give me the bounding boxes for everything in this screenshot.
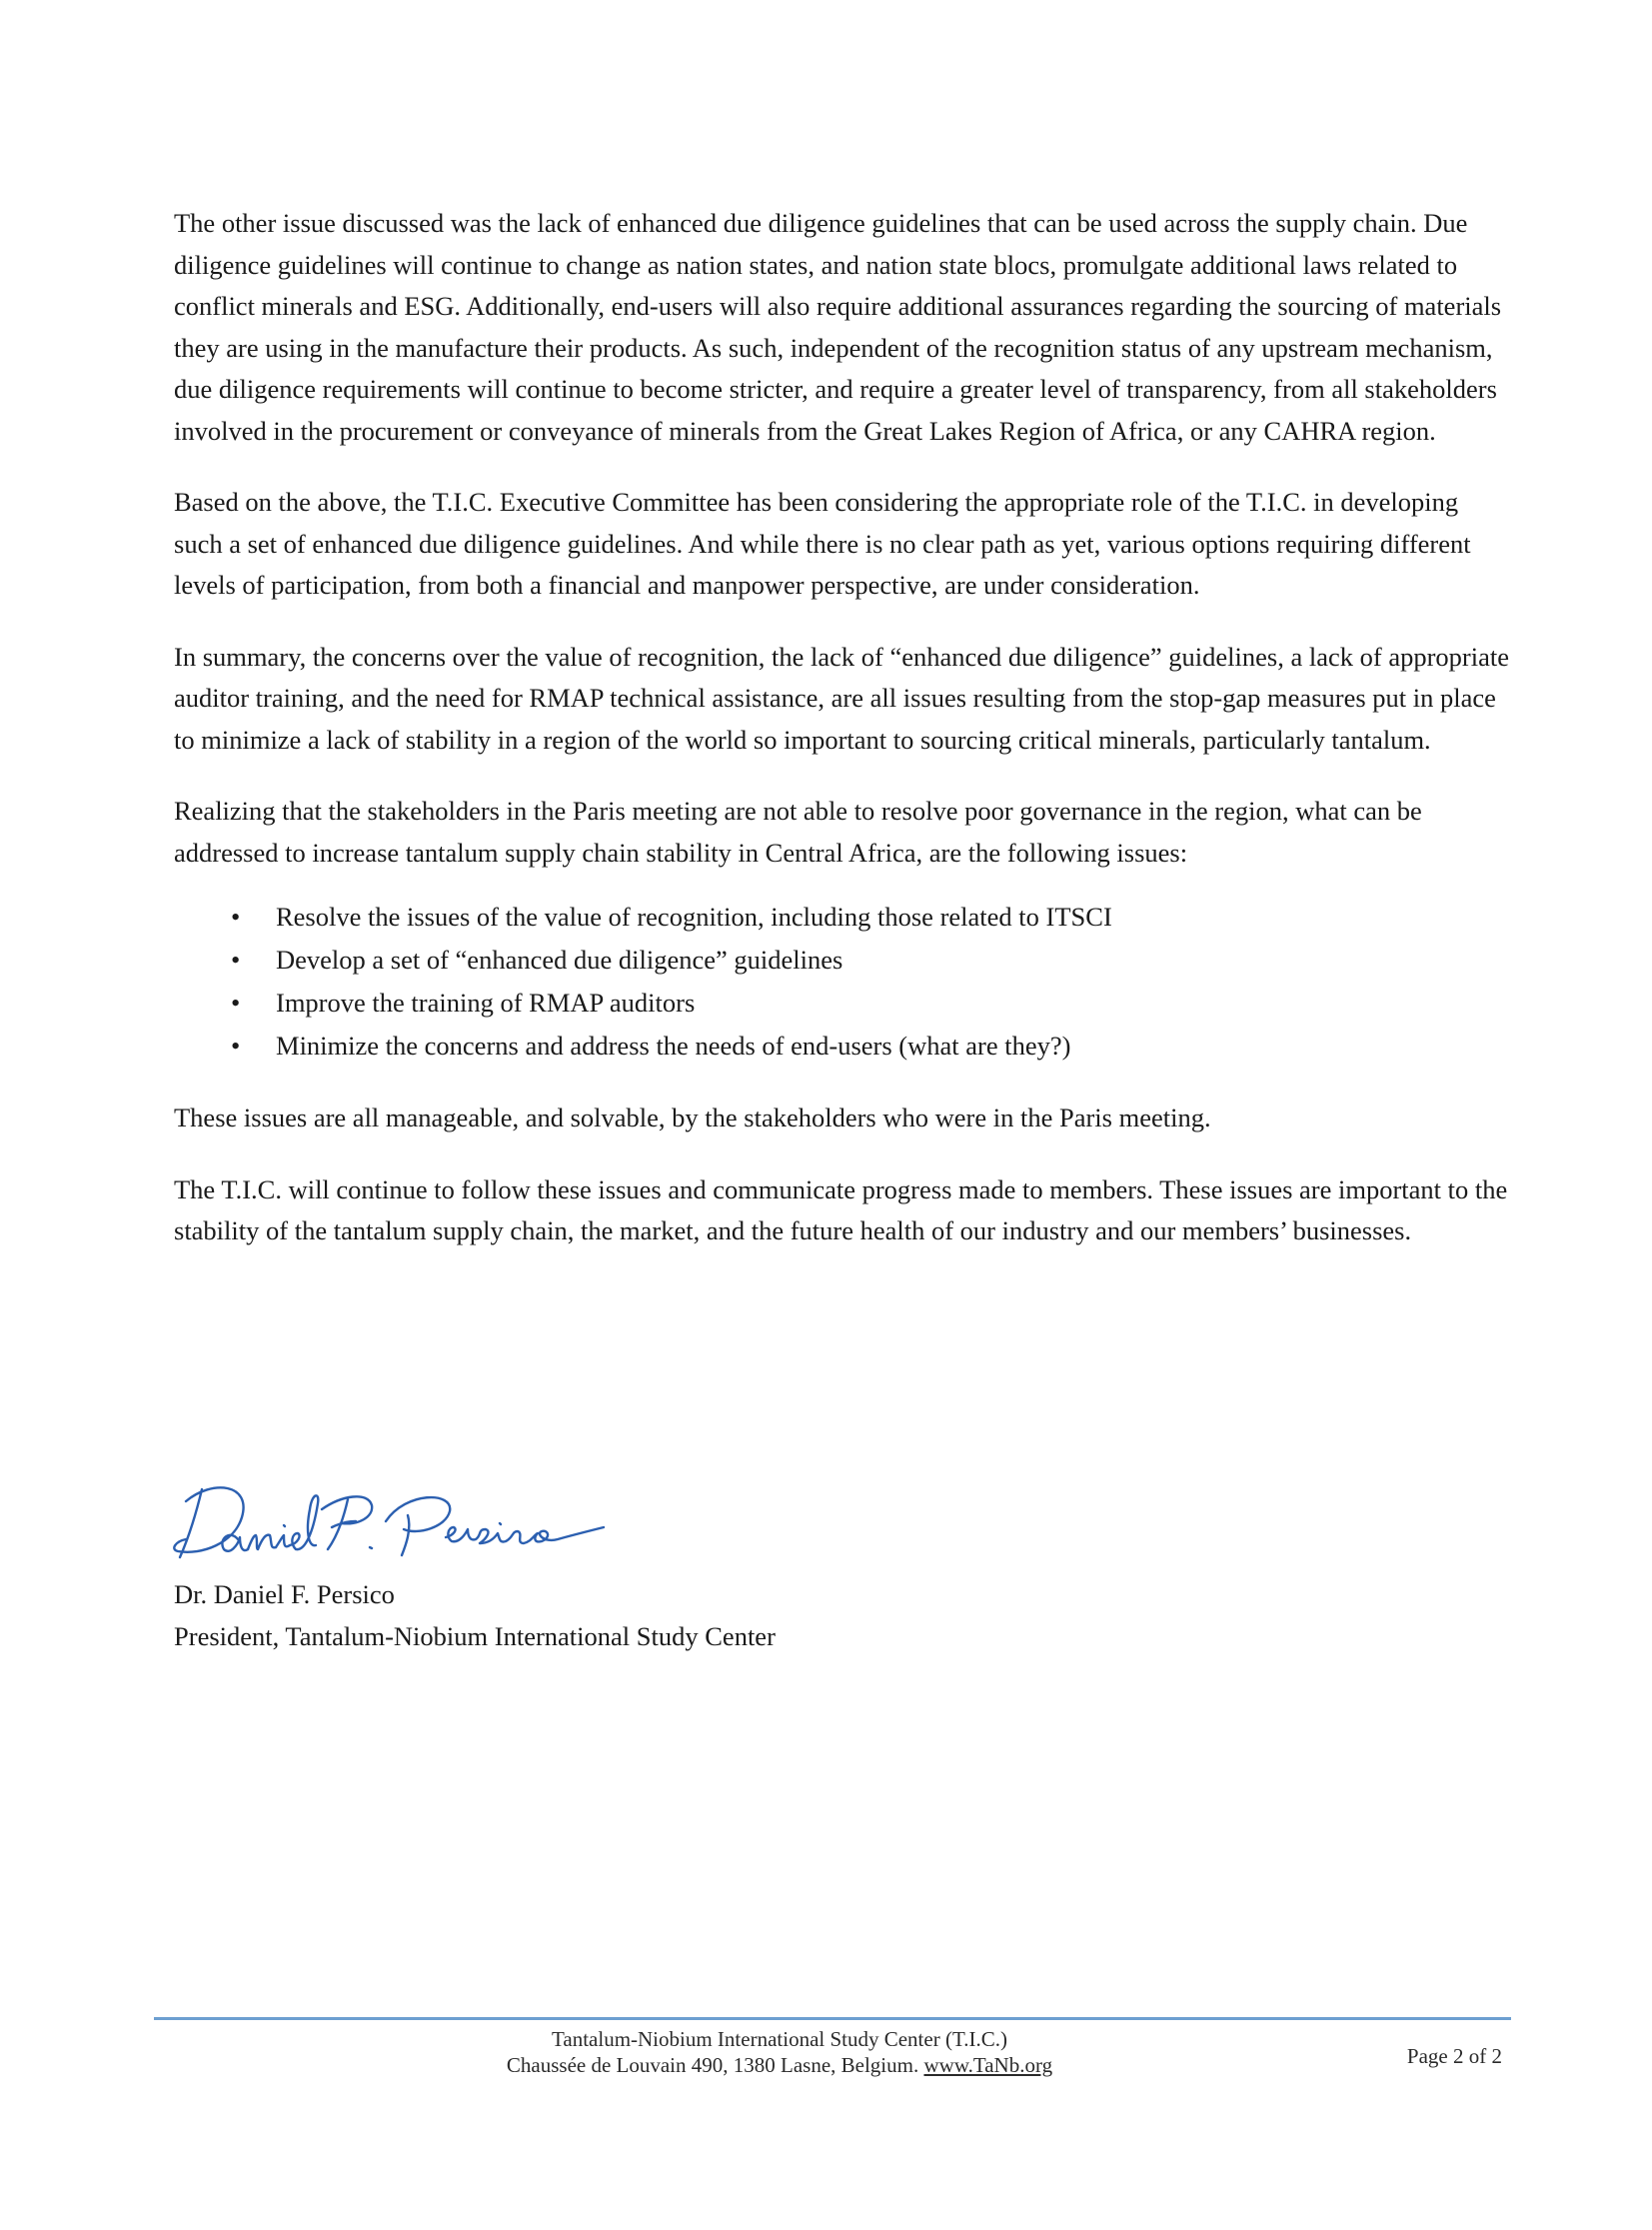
signer-name: Dr. Daniel F. Persico <box>174 1579 395 1609</box>
footer-website-link[interactable]: www.TaNb.org <box>923 2053 1053 2077</box>
bullet-icon: • <box>231 1031 241 1061</box>
list-item <box>174 1025 1513 1068</box>
signature-block <box>174 1573 776 1657</box>
issues-list <box>174 896 1513 1068</box>
list-item-text: Resolve the issues of the value of recognition, including those related to ITSCI <box>276 902 1112 932</box>
page-number: Page 2 of 2 <box>1406 2044 1502 2068</box>
signer-title: President, Tantalum-Niobium International Study Center <box>174 1621 776 1651</box>
list-item-text: Improve the training of RMAP auditors <box>276 988 696 1018</box>
list-item <box>174 982 1513 1025</box>
handwritten-signature <box>172 1469 612 1564</box>
bullet-icon: • <box>231 902 241 932</box>
footer-org: Tantalum-Niobium International Study Center (T.I.C.) <box>552 2027 1007 2051</box>
footer-address-text: Chaussée de Louvain 490, 1380 Lasne, Belgium. <box>506 2053 919 2077</box>
footer-address-line <box>400 2052 1159 2078</box>
letter-body <box>174 203 1513 1282</box>
paragraph-manageable: These issues are all manageable, and solvable, by the stakeholders who were in the Paris meeting. <box>174 1103 1211 1132</box>
paragraph-realizing: Realizing that the stakeholders in the Paris meeting are not able to resolve poor governance in the region, what can be addressed to increase tantalum supply chain stability in Central Africa, are the following issues: <box>174 796 1422 868</box>
paragraph-executive-committee: Based on the above, the T.I.C. Executive Committee has been considering the appropriate role of the T.I.C. in developing such a set of enhanced due diligence guidelines. And while there is no clear path as yet, various options requiring different levels of participation, from both a financial and manpower perspective, are under consideration. <box>174 487 1471 600</box>
bullet-icon: • <box>231 988 241 1018</box>
list-item-text: Minimize the concerns and address the needs of end-users (what are they?) <box>276 1031 1071 1061</box>
footer-divider <box>154 2017 1511 2020</box>
paragraph-summary: In summary, the concerns over the value of recognition, the lack of “enhanced due diligence” guidelines, a lack of appropriate auditor training, and the need for RMAP technical assistance, are all issues resulting from the stop-gap measures put in place to minimize a lack of stability in a region of the world so important to sourcing critical minerals, particularly tantalum. <box>174 641 1509 755</box>
list-item <box>174 939 1513 982</box>
bullet-icon: • <box>231 945 241 975</box>
list-item <box>174 896 1513 939</box>
paragraph-due-diligence: The other issue discussed was the lack of enhanced due diligence guidelines that can be used across the supply chain. Due diligence guidelines will continue to change as nation states, and nation state blocs, promulgate additional laws related to conflict minerals and ESG. Additionally, end-users will also require additional assurances regarding the sourcing of materials they are using in the manufacture their products. As such, independent of the recognition status of any upstream mechanism, due diligence requirements will continue to become stricter, and require a greater level of transparency, from all stakeholders involved in the procurement or conveyance of minerals from the Great Lakes Region of Africa, or any CAHRA region. <box>174 208 1502 446</box>
footer-address <box>400 2026 1159 2078</box>
list-item-text: Develop a set of “enhanced due diligence” guidelines <box>276 945 843 975</box>
paragraph-continue: The T.I.C. will continue to follow these issues and communicate progress made to members. These issues are important to the stability of the tantalum supply chain, the market, and the future health of our industry and our members’ businesses. <box>174 1173 1508 1245</box>
